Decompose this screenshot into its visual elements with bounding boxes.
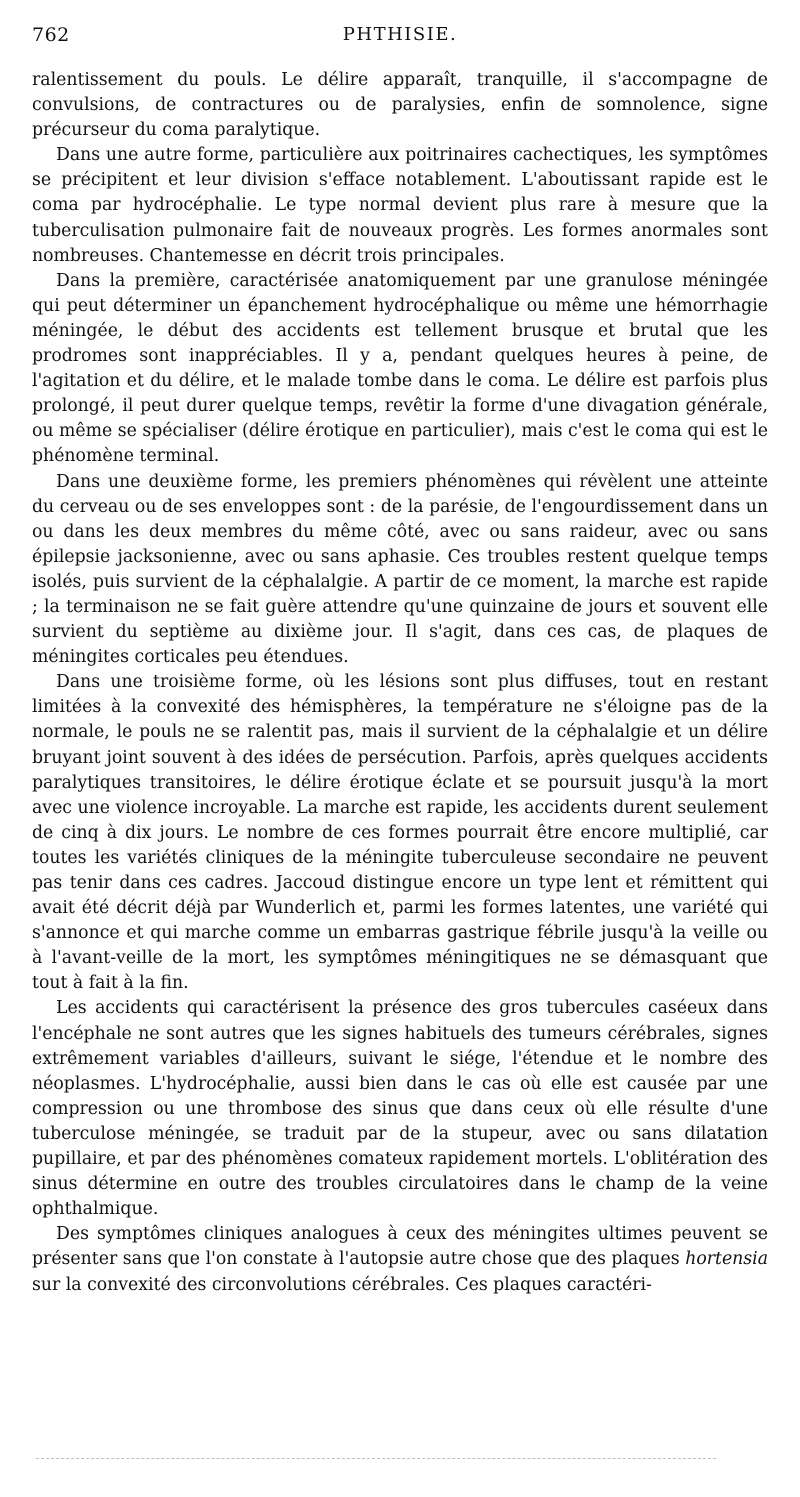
- running-title: PHTHISIE.: [342, 24, 458, 45]
- paragraph-2: Dans une autre forme, particulière aux poitrinaires cachectiques, les symptômes se précipitent et leur division s'efface notablement. L'aboutissant rapide est le coma par hydrocéphalie. Le type normal devient plus rare à mesure que la tuberculisation pulmonaire fait de nouveaux progrès. Les formes anormales sont nombreuses. Chantemesse en décrit trois principales.: [32, 145, 768, 266]
- paragraph-1: ralentissement du pouls. Le délire apparaît, tranquille, il s'accompagne de convulsions, de contractures ou de paralysies, enfin de somnolence, signe précurseur du coma paralytique.: [32, 70, 768, 141]
- paragraph-7-start: Des symptômes cliniques analogues à ceux des méningites ultimes peuvent se présenter sans que l'on constate à l'autopsie autre chose que des plaques: [32, 1224, 768, 1270]
- paragraph-7-end: sur la convexité des circonvolutions cérébrales. Ces plaques caractéri-: [32, 1274, 652, 1295]
- page-header: [32, 24, 768, 68]
- paragraph-5: Dans une troisième forme, où les lésions sont plus diffuses, tout en restant limitées à la convexité des hémisphères, la température ne s'éloigne pas de la normale, le pouls ne se ralentit pas, mais il survient de la céphalalgie et un délire bruyant joint souvent à des idées de persécution. Parfois, après quelques accidents paralytiques transitoires, le délire érotique éclate et se poursuit jusqu'à la mort avec une violence incroyable. La marche est rapide, les accidents durent seulement de cinq à dix jours. Le nombre de ces formes pourrait être encore multiplié, car toutes les variétés cliniques de la méningite tuberculeuse secondaire ne peuvent pas tenir dans ces cadres. Jaccoud distingue encore un type lent et rémittent qui avait été décrit déjà par Wunderlich et, parmi les formes latentes, une variété qui s'annonce et qui marche comme un embarras gastrique fébrile jusqu'à la veille ou à l'avant-veille de la mort, les symptômes méningitiques ne se démasquant que tout à fait à la fin.: [32, 672, 768, 994]
- paragraph-7: [32, 1222, 768, 1297]
- footer-rule: [36, 1458, 716, 1459]
- paragraph-6: Les accidents qui caractérisent la présence des gros tubercules caséeux dans l'encéphale ne sont autres que les signes habituels des tumeurs cérébrales, signes extrêmement variables d'ailleurs, suivant le siége, l'étendue et le nombre des néoplasmes. L'hydrocéphalie, aussi bien dans le cas où elle est causée par une compression ou une thrombose des sinus que dans ceux où elle résulte d'une tuberculose méningée, se traduit par de la stupeur, avec ou sans dilatation pupillaire, et par des phénomènes comateux rapidement mortels. L'oblitération des sinus détermine en outre des troubles circulatoires dans le champ de la veine ophthalmique.: [32, 998, 768, 1220]
- paragraph-4: Dans une deuxième forme, les premiers phénomènes qui révèlent une atteinte du cerveau ou de ses enveloppes sont : de la parésie, de l'engourdissement dans un ou dans les deux membres du même côté, avec ou sans raideur, avec ou sans épilepsie jacksonienne, avec ou sans aphasie. Ces troubles restent quelque temps isolés, puis survient de la céphalalgie. A partir de ce moment, la marche est rapide ; la terminaison ne se fait guère attendre qu'une quinzaine de jours et souvent elle survient du septième au dixième jour. Il s'agit, dans ces cas, de plaques de méningites corticales peu étendues.: [32, 471, 768, 668]
- paragraph-3: Dans la première, caractérisée anatomiquement par une granulose méningée qui peut déterminer un épanchement hydrocéphalique ou même une hémorrhagie méningée, le début des accidents est tellement brusque et brutal que les prodromes sont inappréciables. Il y a, pendant quelques heures à peine, de l'agitation et du délire, et le malade tombe dans le coma. Le délire est parfois plus prolongé, il peut durer quelque temps, revêtir la forme d'une divagation générale, ou même se spécialiser (délire érotique en particulier), mais c'est le coma qui est le phénomène terminal.: [32, 270, 768, 467]
- body-text: [32, 68, 768, 1298]
- page-number: 762: [32, 24, 70, 46]
- italic-term-hortensia: hortensia: [685, 1249, 768, 1270]
